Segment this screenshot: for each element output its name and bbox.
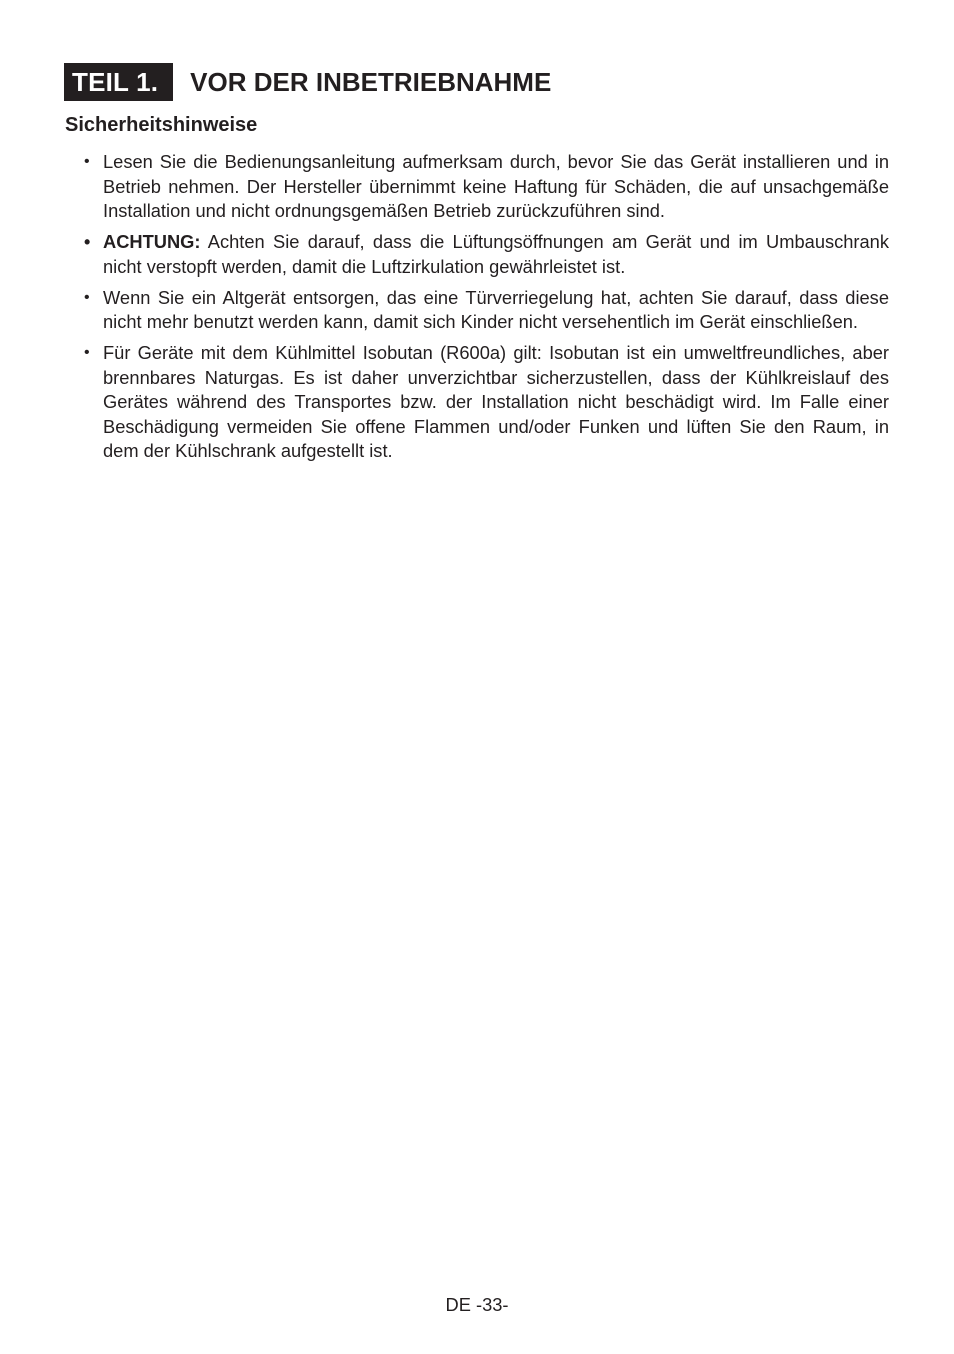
list-item bbox=[64, 150, 889, 224]
bullet-icon: • bbox=[84, 288, 90, 306]
page-number: DE -33- bbox=[445, 1294, 509, 1315]
page-title: VOR DER INBETRIEBNAHME bbox=[190, 67, 552, 97]
list-item bbox=[64, 286, 889, 335]
list-item-text: Wenn Sie ein Altgerät entsorgen, das eine Türverriegelung hat, achten Sie darauf, dass diese nicht mehr benutzt werden kann, damit sich Kinder nicht versehentlich im Gerät einschließen. bbox=[103, 286, 889, 332]
section-heading: Sicherheitshinweise bbox=[65, 114, 258, 136]
list-item bbox=[64, 230, 889, 279]
list-item-text: Achten Sie darauf, dass die Lüftungsöffnungen am Gerät und im Umbauschrank nicht verstopft werden, damit die Luftzirkulation gewährleistet ist. bbox=[103, 231, 889, 277]
page-header bbox=[64, 63, 551, 101]
warning-label: ACHTUNG: bbox=[103, 231, 201, 252]
list-item bbox=[64, 341, 889, 464]
bullet-icon: • bbox=[84, 153, 90, 170]
list-item-text: Für Geräte mit dem Kühlmittel Isobutan (R600a) gilt: Isobutan ist ein umweltfreundliches, aber brennbares Naturgas. Es ist daher unverzichtbar sicherzustellen, dass der Kühlkreislauf des Gerätes während des Transportes bzw. der Installation nicht beschädigt wird. Im Falle einer Beschädigung vermeiden Sie offene Flammen und/oder Funken und lüften Sie den Raum, in dem der Kühlschrank aufgestellt ist. bbox=[103, 342, 889, 461]
bullet-icon: • bbox=[84, 344, 90, 361]
safety-notes-list bbox=[64, 150, 889, 470]
section-label: TEIL 1. bbox=[64, 63, 173, 101]
list-item-text: Lesen Sie die Bedienungsanleitung aufmerksam durch, bevor Sie das Gerät installieren und in Betrieb nehmen. Der Hersteller übernimmt keine Haftung für Schäden, die auf unsachgemäße Installation und nicht ordnungsgemäßen Betrieb zurückzuführen sind. bbox=[103, 151, 889, 221]
bullet-icon: • bbox=[84, 232, 91, 252]
